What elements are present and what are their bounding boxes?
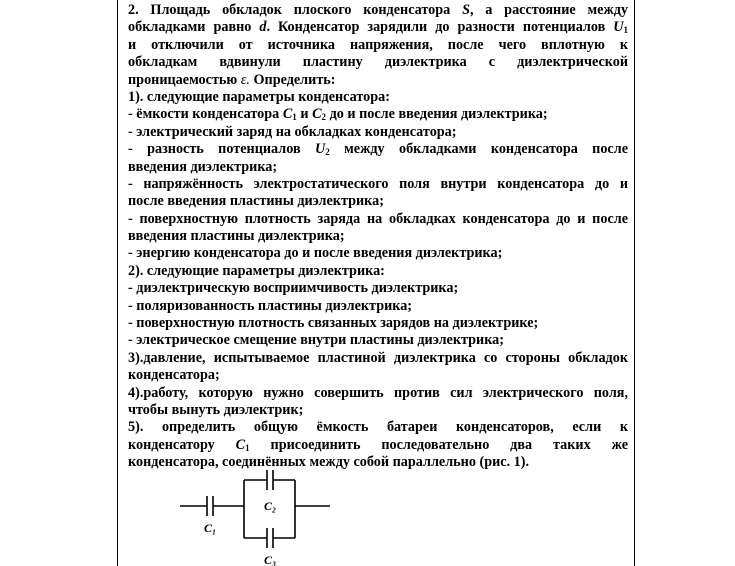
section1-item-6: - энергию конденсатора до и после введения диэлектрика; <box>128 245 503 262</box>
section1-item-3: - разность потенциалов $U_2$ между обкладками конденсатора после <box>128 141 628 158</box>
section2-item-3: - поверхностную плотность связанных зарядов на диэлектрике; <box>128 315 539 332</box>
section2-item-1: - диэлектрическую восприимчивость диэлектрика; <box>128 280 459 297</box>
section1-item-3-cont: введения диэлектрика; <box>128 158 278 175</box>
section1-item-4-cont: после введения пластины диэлектрика; <box>128 193 384 210</box>
section3-line-1: 3).давление, испытываемое пластиной диэлектрика со стороны обкладок <box>128 349 628 366</box>
section2-item-2: - поляризованность пластины диэлектрика; <box>128 297 413 314</box>
intro-line-2: обкладками равно d. Конденсатор зарядили до разности потенциалов $U_1$ <box>128 19 628 36</box>
section2-item-4: - электрическое смещение внутри пластины диэлектрика; <box>128 332 504 349</box>
intro-line-3: и отключили от источника напряжения, после чего вплотную к <box>128 36 628 53</box>
section1-header: 1). следующие параметры конденсатора: <box>128 88 390 105</box>
section5-line-1: 5). определить общую ёмкость батареи конденсаторов, если к <box>128 419 628 436</box>
section4-line-1: 4).работу, которую нужно совершить против сил электрического поля, <box>128 384 628 401</box>
section1-item-1: - ёмкости конденсатора $C_1$ и $C_2$ до и после введения диэлектрика; <box>128 106 548 123</box>
label-c1: C₁ <box>204 521 217 535</box>
section1-item-5: - поверхностную плотность заряда на обкладках конденсатора до и после <box>128 210 628 227</box>
label-c2: C₂ <box>264 499 277 513</box>
intro-line-4: обкладкам вдвинули пластину диэлектрика с диэлектрической <box>128 54 628 71</box>
section2-header: 2). следующие параметры диэлектрика: <box>128 262 385 279</box>
section5-line-3: конденсатора, соединённых между собой параллельно (рис. 1). <box>128 454 530 471</box>
label-c3: C₃ <box>264 553 277 566</box>
section1-item-5-cont: введения пластины диэлектрика; <box>128 228 345 245</box>
intro-line-5: проницаемостью ε. Определить: <box>128 71 336 88</box>
problem-text <box>128 2 628 472</box>
intro-line-1: 2. Площадь обкладок плоского конденсатора S, а расстояние между <box>128 2 628 18</box>
section1-item-2: - электрический заряд на обкладках конденсатора; <box>128 123 457 140</box>
section3-line-2: конденсатора; <box>128 367 220 384</box>
section4-line-2: чтобы вынуть диэлектрик; <box>128 401 304 418</box>
capacitor-circuit-diagram <box>180 470 340 566</box>
section1-item-4: - напряжённость электростатического поля внутри конденсатора до и <box>128 175 628 192</box>
section5-line-2: конденсатору $C_1$ присоединить последовательно два таких же <box>128 436 628 453</box>
